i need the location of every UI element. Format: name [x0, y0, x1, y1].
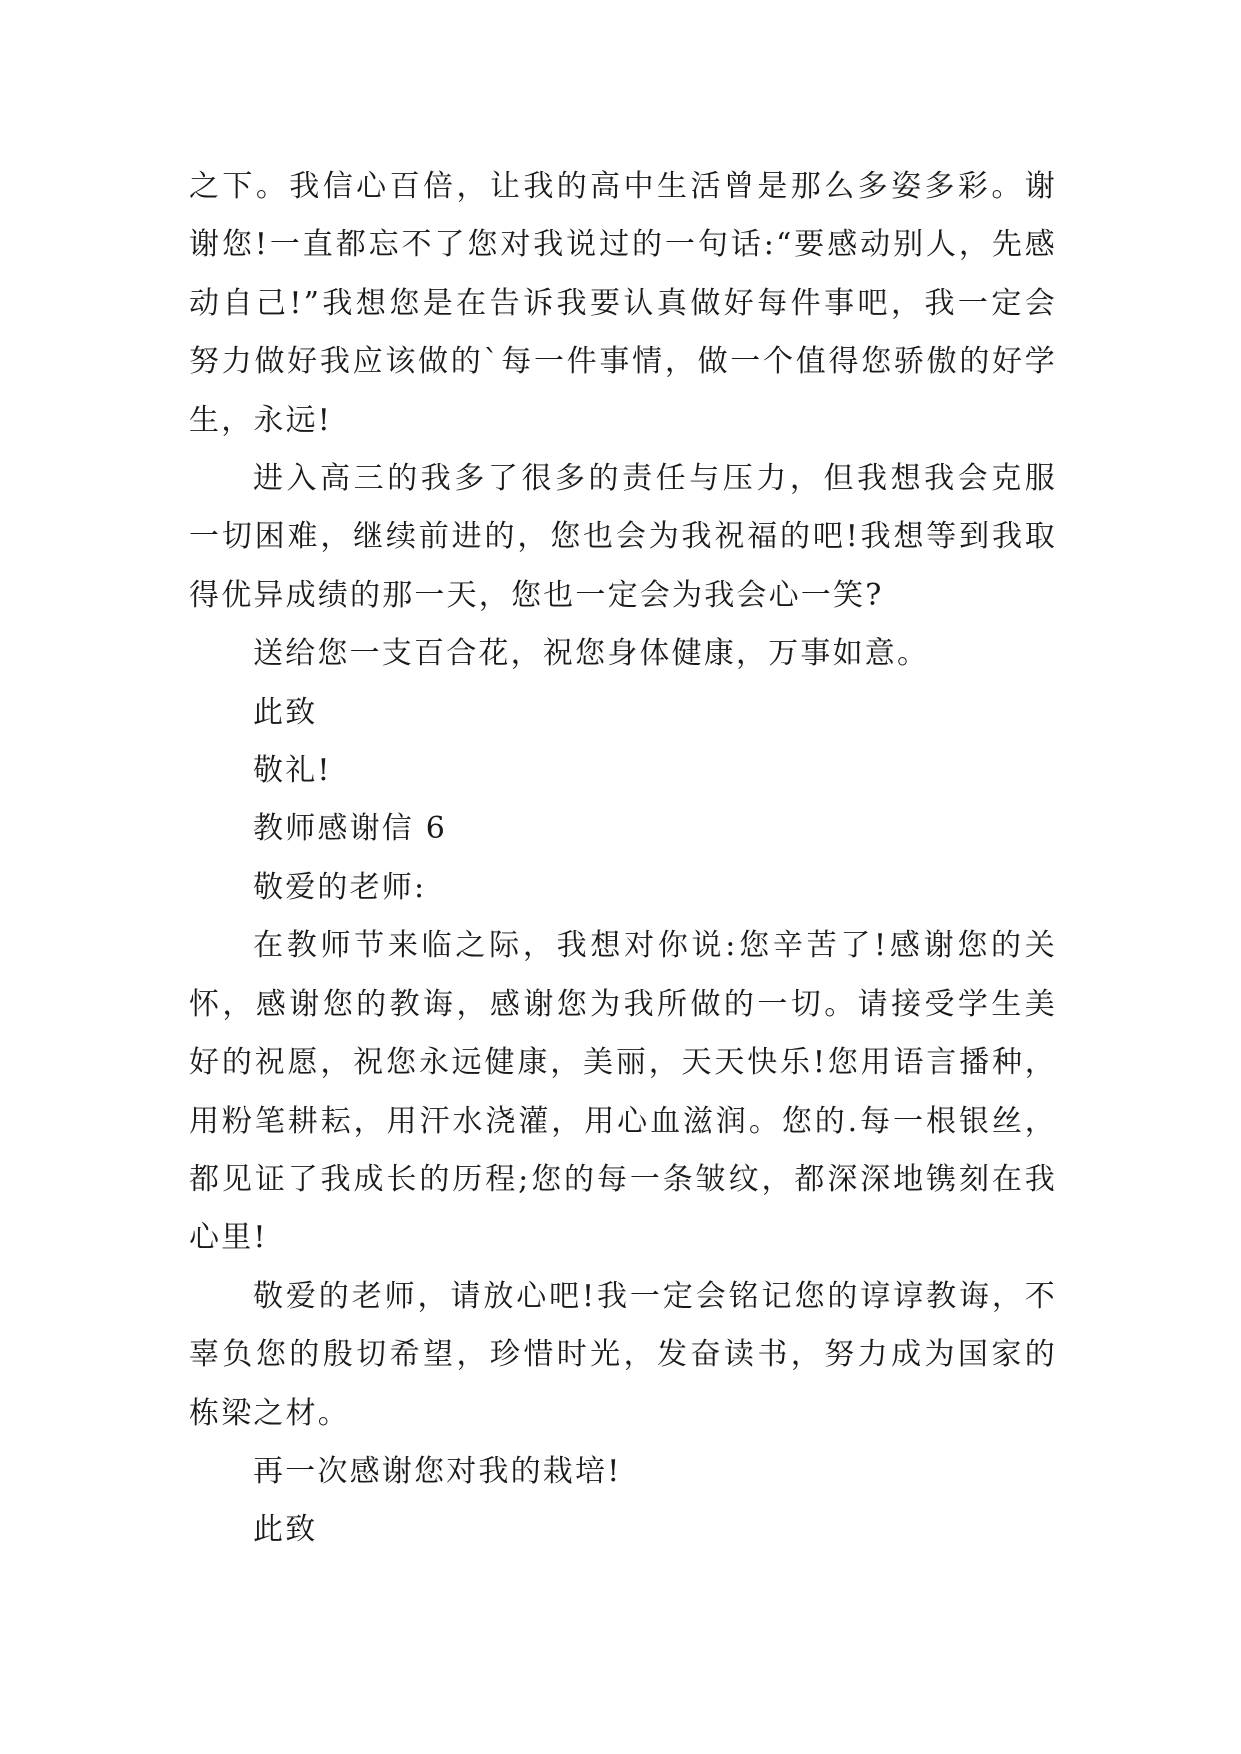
paragraph-thanks-again: 再一次感谢您对我的栽培!	[253, 1453, 622, 1489]
closing-ci-zhi-2: 此致	[253, 1512, 318, 1548]
closing-ci-zhi: 此致	[253, 694, 318, 730]
salutation: 敬爱的老师:	[253, 869, 427, 905]
paragraph-continuation: 之下。我信心百倍，让我的高中生活曾是那么多姿多彩。谢谢您!一直都忘不了您对我说过的一句话:“要感动别人，先感动自己!”我想您是在告诉我要认真做好每件事吧，我一定会努力做好我应该做的`每一件事情，做一个值得您骄傲的好学生，永远!	[189, 169, 1057, 438]
letter-body	[189, 158, 1057, 1560]
closing-jing-li: 敬礼!	[253, 753, 332, 789]
paragraph-promise: 敬爱的老师，请放心吧!我一定会铭记您的谆谆教诲，不辜负您的殷切希望，珍惜时光，发奋读书，努力成为国家的栋梁之材。	[189, 1278, 1057, 1431]
paragraph-teachers-day: 在教师节来临之际，我想对你说:您辛苦了!感谢您的关怀，感谢您的教诲，感谢您为我所做的一切。请接受学生美好的祝愿，祝您永远健康，美丽，天天快乐!您用语言播种，用粉笔耕耘，用汗水浇灌，用心血滋润。您的.每一根银丝，都见证了我成长的历程;您的每一条皱纹，都深深地镌刻在我心里!	[189, 928, 1057, 1256]
paragraph-senior-year: 进入高三的我多了很多的责任与压力，但我想我会克服一切困难，继续前进的，您也会为我祝福的吧!我想等到我取得优异成绩的那一天，您也一定会为我会心一笑?	[189, 461, 1057, 613]
paragraph-lily-wish: 送给您一支百合花，祝您身体健康，万事如意。	[253, 636, 930, 672]
letter-title: 教师感谢信 6	[253, 811, 448, 847]
